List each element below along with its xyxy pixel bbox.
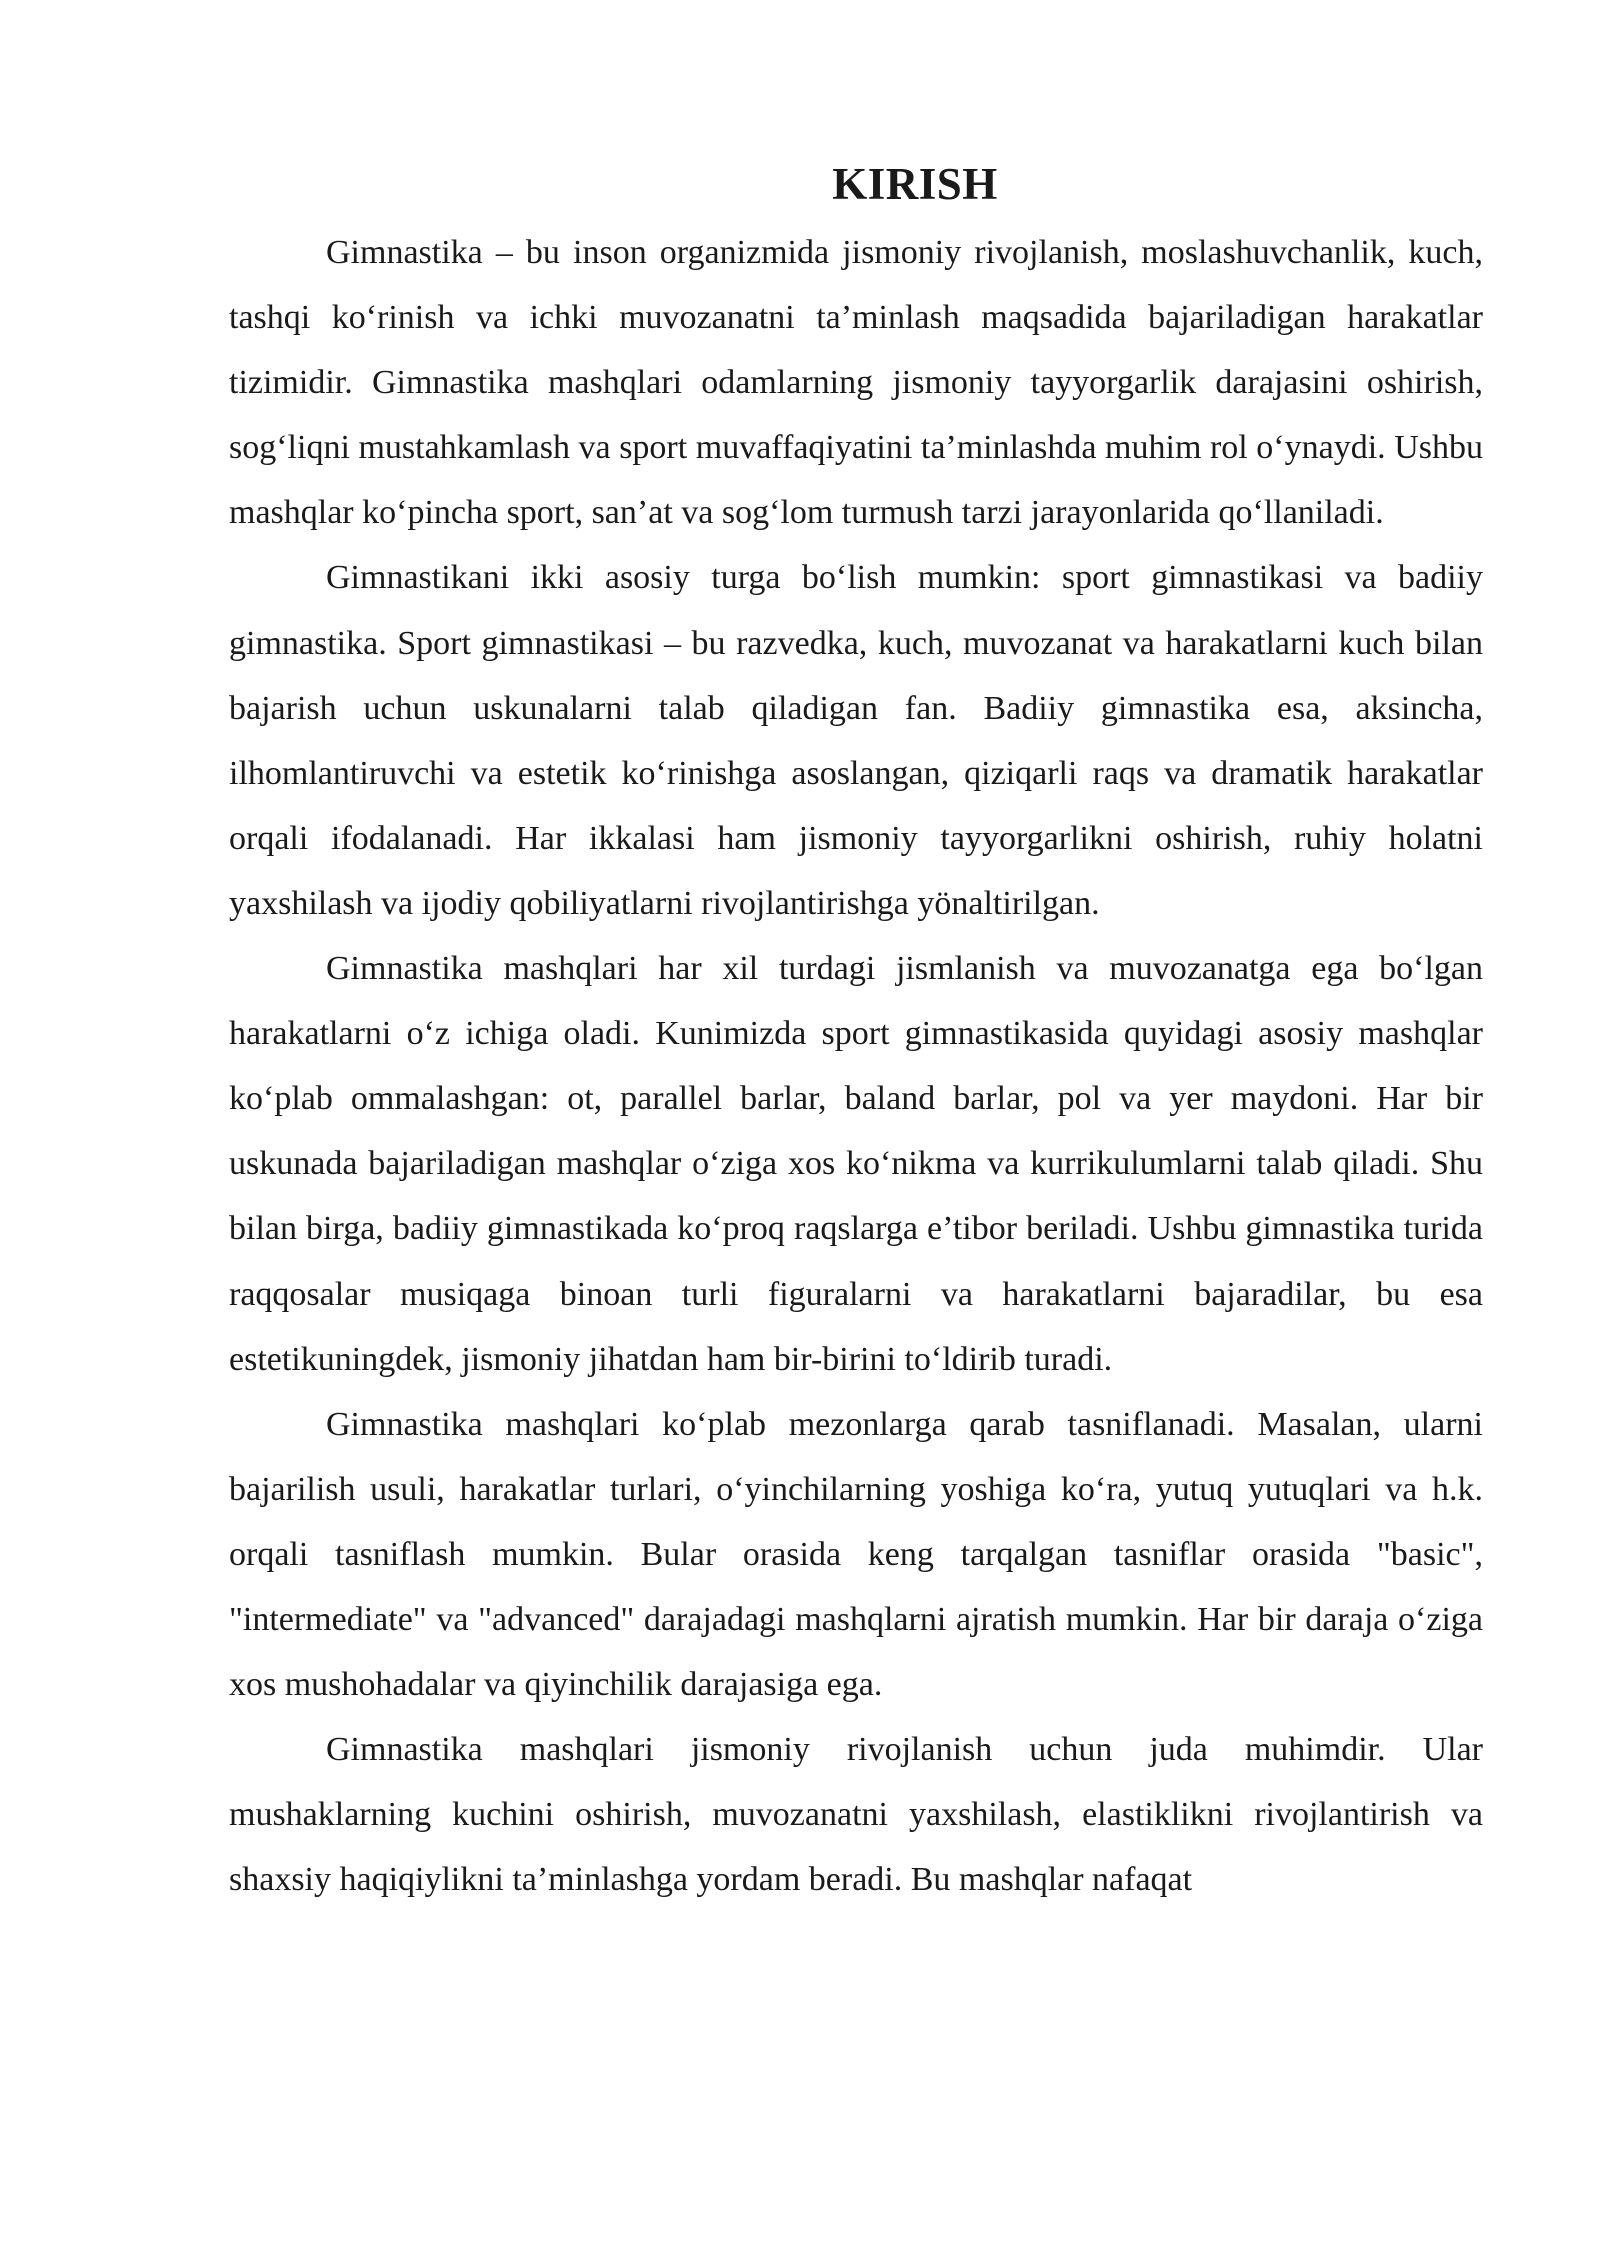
paragraph-1: Gimnastika – bu inson organizmida jismoniy rivojlanish, moslashuvchanlik, kuch, tashqi ko‘rinish va ichki muvozanatni ta’minlash maqsadida bajariladigan harakatlar tizimidir. Gimnastika mashqlari odamlarning jismoniy tayyorgarlik darajasini oshirish, sog‘liqni mustahkamlash va sport muvaffaqiyatini ta’minlashda muhim rol o‘ynaydi. Ushbu mashqlar ko‘pincha sport, san’at va sog‘lom turmush tarzi jarayonlarida qo‘llaniladi. [229,234,1483,532]
paragraph-3: Gimnastika mashqlari har xil turdagi jismlanish va muvozanatga ega bo‘lgan harakatlarni o‘z ichiga oladi. Kunimizda sport gimnastikasida quyidagi asosiy mashqlar ko‘plab ommalashgan: ot, parallel barlar, baland barlar, pol va yer maydoni. Har bir uskunada bajariladigan mashqlar o‘ziga xos ko‘nikma va kurrikulumlarni talab qiladi. Shu bilan birga, badiiy gimnastikada ko‘proq raqslarga e’tibor beriladi. Ushbu gimnastika turida raqqosalar musiqaga binoan turli figuralarni va harakatlarni bajaradilar, bu esa estetikuningdek, jismoniy jihatdan ham bir-birini to‘ldirib turadi. [229,950,1483,1378]
paragraph-4: Gimnastika mashqlari ko‘plab mezonlarga qarab tasniflanadi. Masalan, ularni bajarilish usuli, harakatlar turlari, o‘yinchilarning yoshiga ko‘ra, yutuq yutuqlari va h.k. orqali tasniflash mumkin. Bular orasida keng tarqalgan tasniflar orasida "basic", "intermediate" va "advanced" darajadagi mashqlarni ajratish mumkin. Har bir daraja o‘ziga xos mushohadalar va qiyinchilik darajasiga ega. [229,1405,1483,1704]
paragraph-5: Gimnastika mashqlari jismoniy rivojlanish uchun juda muhimdir. Ular mushaklarning kuchini oshirish, muvozanatni yaxshilash, elastiklikni rivojlantirish va shaxsiy haqiqiylikni ta’minlashga yordam beradi. Bu mashqlar nafaqat [229,1731,1483,1899]
document-title: KIRISH [832,159,998,209]
document-body [229,148,1483,1912]
paragraph-2: Gimnastikani ikki asosiy turga bo‘lish mumkin: sport gimnastikasi va badiiy gimnastika. Sport gimnastikasi – bu razvedka, kuch, muvozanat va harakatlarni kuch bilan bajarish uchun uskunalarni talab qiladigan fan. Badiiy gimnastika esa, aksincha, ilhomlantiruvchi va estetik ko‘rinishga asoslangan, qiziqarli raqs va dramatik harakatlar orqali ifodalanadi. Har ikkalasi ham jismoniy tayyorgarlikni oshirish, ruhiy holatni yaxshilash va ijodiy qobiliyatlarni rivojlantirishga yönaltirilgan. [229,559,1483,922]
